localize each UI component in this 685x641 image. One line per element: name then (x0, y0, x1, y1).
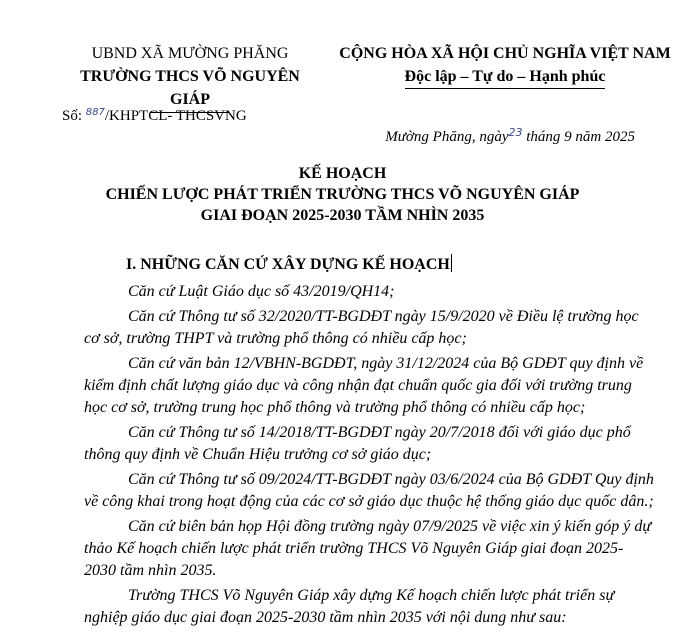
document-date (385, 126, 635, 146)
body-text (84, 281, 654, 632)
issuing-authority-block (60, 42, 320, 113)
title-line-3: GIAI ĐOẠN 2025-2030 TẦM NHÌN 2035 (200, 207, 485, 224)
authority-name: UBND XÃ MƯỜNG PHĂNG (91, 45, 289, 62)
text-cursor (451, 254, 452, 272)
paragraph: Căn cứ Thông tư số 09/2024/TT-BGDĐT ngày 03/6/2024 của Bộ GDĐT Quy định về công khai trong hoạt động của các cơ sở giáo dục thuộc hệ thống giáo dục quốc dân.; (84, 471, 654, 510)
national-motto-block (330, 42, 680, 89)
section-heading (126, 254, 452, 274)
date-place: Mường Phăng, ngày (385, 129, 509, 145)
motto: Độc lập – Tự do – Hạnh phúc (405, 66, 606, 89)
paragraph: Trường THCS Võ Nguyên Giáp xây dựng Kế hoạch chiến lược phát triển sự nghiệp giáo dục giai đoạn 2025-2030 tầm nhìn 2035 với nội dung như sau: (84, 587, 615, 626)
title-line-1: KẾ HOẠCH (298, 165, 387, 182)
section-heading-text: I. NHỮNG CĂN CỨ XÂY DỰNG KẾ HOẠCH (126, 256, 450, 273)
handwritten-number: 887 (85, 107, 105, 118)
paragraph: Căn cứ Thông tư số 32/2020/TT-BGDĐT ngày 15/9/2020 về Điều lệ trường học cơ sở, trường THPT và trường phổ thông có nhiều cấp học; (84, 308, 639, 347)
paragraph: Căn cứ biên bản họp Hội đồng trường ngày 07/9/2025 về việc xin ý kiến góp ý dự thảo Kế hoạch chiến lược phát triển trường THCS Võ Nguyên Giáp giai đoạn 2025-2030 tầm nhìn 2035. (84, 518, 652, 579)
document-code: /KHPTCL- THCSVNG (104, 108, 247, 124)
paragraph: Căn cứ Thông tư số 14/2018/TT-BGDĐT ngày 20/7/2018 đối với giáo dục phổ thông quy định về Chuẩn Hiệu trưởng cơ sở giáo dục; (84, 424, 631, 463)
paragraph: Căn cứ Luật Giáo dục số 43/2019/QH14; (128, 283, 395, 300)
document-number-prefix: Số: (62, 108, 86, 124)
date-rest: tháng 9 năm 2025 (522, 129, 635, 145)
title-line-2: CHIẾN LƯỢC PHÁT TRIỂN TRƯỜNG THCS VÕ NGUYÊN GIÁP (105, 186, 580, 203)
country-name: CỘNG HÒA XÃ HỘI CHỦ NGHĨA VIỆT NAM (339, 45, 671, 62)
document-title (0, 163, 685, 226)
handwritten-day: 23 (508, 126, 523, 139)
paragraph: Căn cứ văn bản 12/VBHN-BGDĐT, ngày 31/12/2024 của Bộ GDĐT quy định về kiểm định chất lượng giáo dục và công nhận đạt chuẩn quốc gia đối với trường trung học cơ sở, trường trung học phổ thông và trường phổ thông có nhiều cấp học; (84, 355, 644, 416)
school-name: TRƯỜNG THCS VÕ NGUYÊN GIÁP (80, 68, 300, 108)
document-number (62, 108, 247, 125)
